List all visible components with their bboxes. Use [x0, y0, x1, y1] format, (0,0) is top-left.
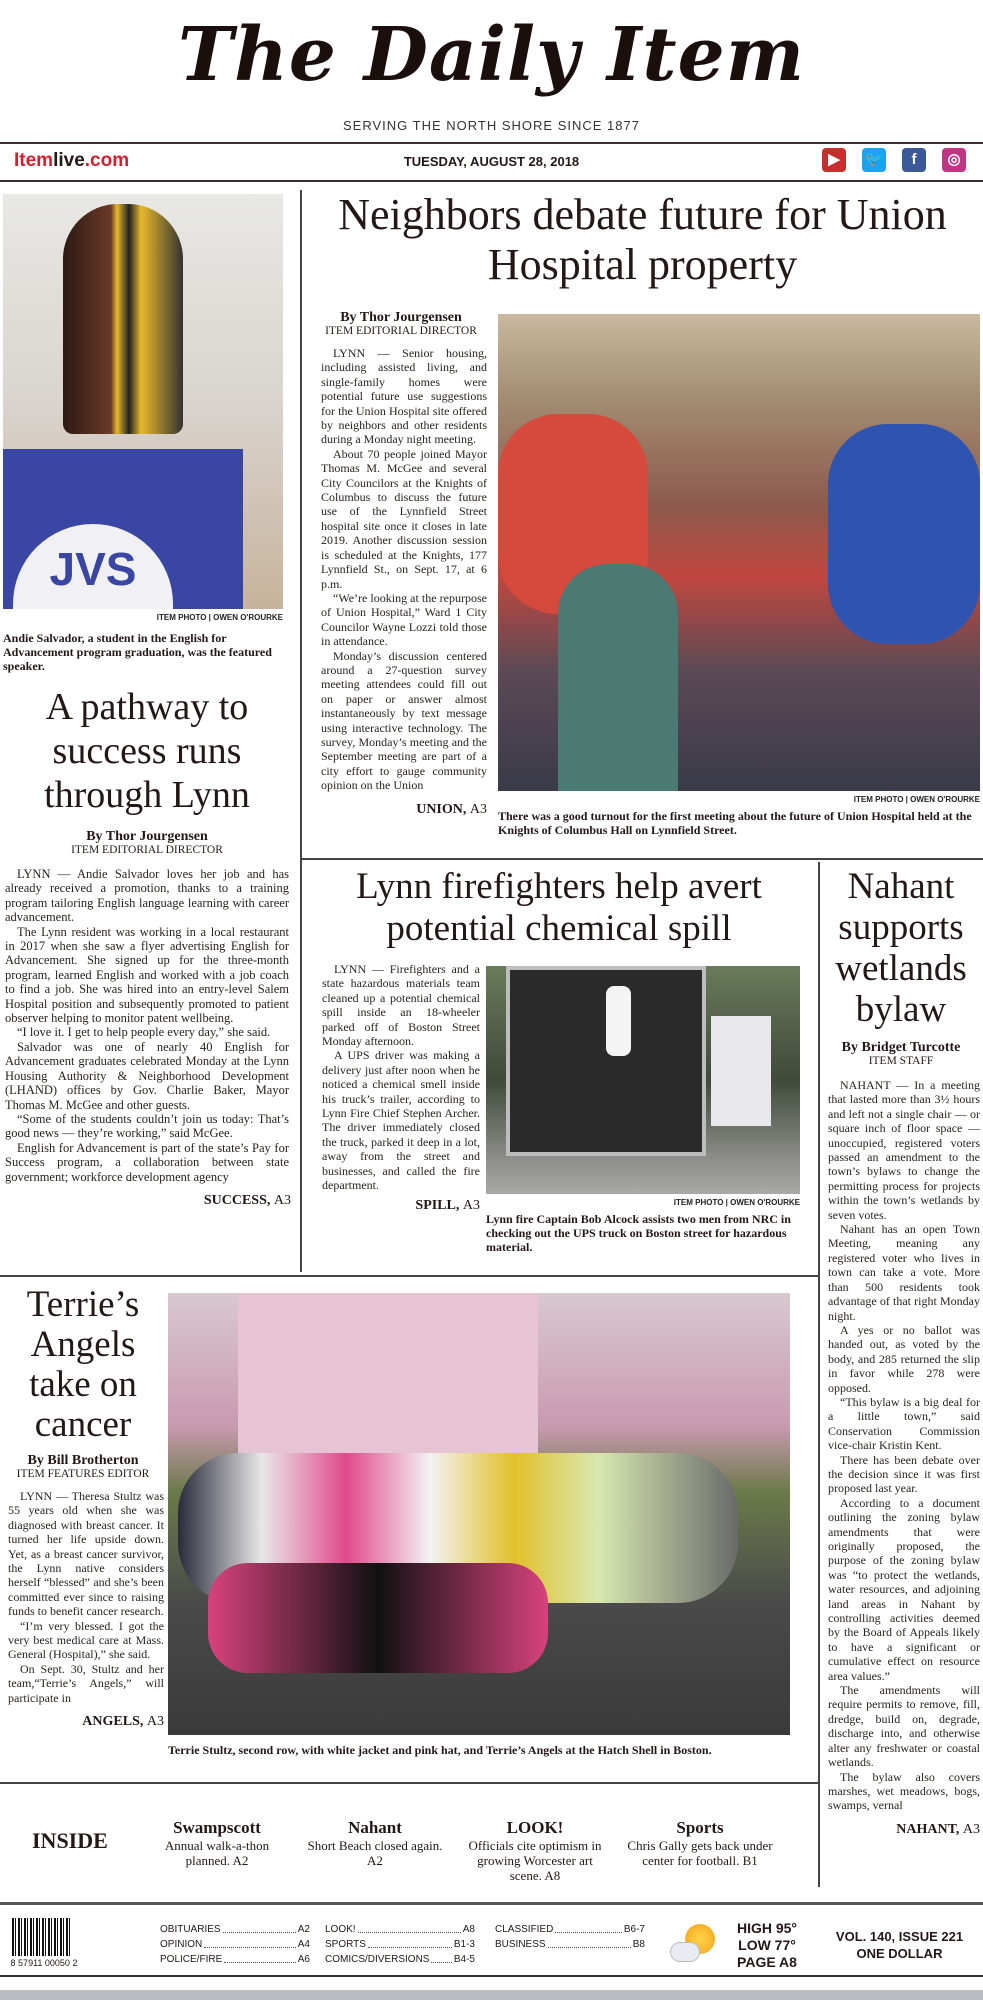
index-entry[interactable]	[325, 1937, 475, 1952]
paragraph: LYNN — Theresa Stultz was 55 years old when she was diagnosed with breast cancer. It turned her life upside down. Yet, as a breast cancer survivor, the Lynn native considers herself “blessed” and she’s been committed ever since to raising funds to benefit cancer research.	[8, 1489, 164, 1619]
jump-page: A3	[273, 1192, 291, 1208]
jump-link[interactable]	[2, 1713, 164, 1731]
index-section: OPINION	[160, 1939, 203, 1950]
index-entry[interactable]	[160, 1952, 310, 1967]
index-page: A6	[297, 1954, 310, 1965]
issue-date: TUESDAY, AUGUST 28, 2018	[403, 154, 580, 169]
divider	[0, 142, 983, 144]
instagram-icon[interactable]: ◎	[942, 148, 966, 172]
jump-link[interactable]	[315, 801, 487, 819]
index-page: B4-5	[453, 1954, 475, 1965]
weather	[724, 1920, 810, 1971]
paragraph: LYNN — Senior housing, including assisted living, and single-family homes were potential future use suggestions for the Union Hospital site offered by neighbors and other residents during a Monday night meeting.	[321, 346, 487, 447]
facebook-icon[interactable]: f	[902, 148, 926, 172]
barcode-number: 8 57911 00050 2	[10, 1958, 78, 1968]
jump-link[interactable]	[822, 1821, 980, 1839]
inside-text: Annual walk-a-thon planned. A2	[164, 1838, 270, 1868]
inside-title: Sports	[676, 1818, 724, 1837]
inside-text: Chris Gally gets back under center for football. B1	[627, 1838, 773, 1868]
photo-caption: Andie Salvador, a student in the English for Advancement program graduation, was the featured speaker.	[3, 631, 272, 673]
inside-item[interactable]	[460, 1818, 610, 1883]
photo-speaker	[3, 194, 283, 609]
paragraph: “I love it. I get to help people every day,” she said.	[17, 1025, 271, 1040]
index-column	[160, 1922, 310, 1967]
index-entry[interactable]	[495, 1922, 645, 1937]
index-entry[interactable]	[160, 1922, 310, 1937]
column-divider	[818, 862, 820, 1887]
paragraph: “We’re looking at the repurpose of Union Hospital,” Ward 1 City Councilor Wayne Lozzi told those in attendance.	[321, 590, 487, 649]
index-entry[interactable]	[325, 1922, 475, 1937]
jump-page: A3	[469, 801, 487, 817]
masthead-title: The Daily Item	[178, 12, 805, 98]
paragraph: English for Advancement is part of the state’s Pay for Success program, a collaboration between state government; workforce development agency	[5, 1140, 289, 1184]
lead-story-text	[315, 310, 487, 819]
twitter-icon[interactable]: 🐦	[862, 148, 886, 172]
jump-page: A3	[462, 1197, 480, 1213]
paragraph: Monday’s discussion centered around a 27-question survey meeting attendees could fill out on paper or answer almost instantaneously by text message using interactive technology. The survey, Monday’s meeting and the September meeting are part of a city effort to gauge community opinion on the Union	[321, 648, 487, 793]
photo-credit: ITEM PHOTO | OWEN O'ROURKE	[673, 1198, 800, 1207]
byline	[822, 1040, 980, 1068]
index-page: A2	[297, 1924, 310, 1935]
jump-word: UNION,	[416, 801, 467, 817]
photo-caption: Terrie Stultz, second row, with white jacket and pink hat, and Terrie’s Angels at the Hatch Shell in Boston.	[168, 1743, 712, 1757]
index-entry[interactable]	[495, 1937, 645, 1952]
byline	[315, 310, 487, 338]
byline	[3, 829, 291, 857]
inside-text: Officials cite optimism in growing Worcester art scene. A8	[468, 1838, 602, 1883]
site-link-part: .com	[84, 150, 130, 171]
weather-low: LOW 77°	[738, 1937, 796, 1953]
jump-page: A3	[962, 1821, 980, 1837]
index-column	[325, 1922, 475, 1967]
paragraph: Nahant has an open Town Meeting, meaning any registered voter who lives in town can take a vote. More than 500 residents took advantage of that right Monday night.	[828, 1222, 980, 1323]
lead-headline[interactable]: Neighbors debate future for Union Hospital property	[338, 190, 947, 289]
photo-caption: There was a good turnout for the first meeting about the future of Union Hospital held at the Knights of Columbus Hall on Lynnfield Street.	[498, 809, 972, 837]
index-page: A8	[462, 1924, 475, 1935]
inside-item[interactable]	[142, 1818, 292, 1868]
divider	[0, 1975, 983, 1977]
byline-title: ITEM STAFF	[868, 1055, 934, 1067]
weather-page: PAGE A8	[737, 1954, 797, 1970]
index-section: POLICE/FIRE	[160, 1954, 223, 1965]
photo-credit: ITEM PHOTO | OWEN O'ROURKE	[853, 795, 980, 804]
headline[interactable]: Lynn firefighters help avert potential chemical spill	[356, 866, 762, 949]
partly-sunny-icon	[670, 1920, 720, 1970]
index-page: B6-7	[623, 1924, 645, 1935]
divider	[0, 1902, 983, 1905]
paragraph: “This bylaw is a big deal for a little town,” said Conservation Commission vice-chair Kristin Kent.	[828, 1394, 980, 1453]
volume-issue: VOL. 140, ISSUE 221	[835, 1929, 964, 1944]
site-link-part: Item	[14, 150, 54, 171]
headline[interactable]: Nahant supports wetlands bylaw	[835, 866, 967, 1030]
price: ONE DOLLAR	[856, 1946, 943, 1961]
paragraph: The bylaw also covers marshes, wet meadows, bogs, swamps, vernal	[828, 1769, 980, 1813]
byline-title: ITEM EDITORIAL DIRECTOR	[71, 844, 223, 856]
paragraph: NAHANT — In a meeting that lasted more than 3½ hours and left not a single chair — or square inch of floor space — unoccupied, registered voters passed an amendment to the town’s bylaws to change the permitting process for projects within the town’s wetlands by seven votes.	[828, 1078, 980, 1222]
section-divider	[300, 858, 983, 860]
angels-photo-block	[168, 1293, 790, 1757]
jump-word: ANGELS,	[82, 1714, 144, 1730]
site-link-part: live	[53, 150, 85, 171]
byline-name: By Bridget Turcotte	[841, 1040, 961, 1055]
photo-meeting-crowd	[498, 314, 980, 791]
paragraph: Salvador was one of nearly 40 English for Advancement graduates celebrated Monday at the Lynn Housing Authority & Neighborhood Development (LHAND) offices by Gov. Charlie Baker, Mayor Thomas M. McGee and other guests.	[5, 1039, 289, 1112]
inside-text: Short Beach closed again. A2	[307, 1838, 443, 1868]
divider	[0, 180, 983, 182]
index-section: COMICS/DIVERSIONS	[325, 1954, 430, 1965]
article-body	[318, 962, 480, 1193]
byline-title: ITEM FEATURES EDITOR	[16, 1468, 150, 1480]
index-page: B8	[632, 1939, 645, 1950]
youtube-icon[interactable]: ▶	[822, 148, 846, 172]
paragraph: LYNN — Andie Salvador loves her job and has already received a promotion, thanks to a training program tailoring English language learning with career advancement.	[5, 867, 289, 925]
inside-title: LOOK!	[506, 1818, 564, 1837]
barcode	[12, 1918, 72, 1956]
article-body	[3, 867, 291, 1184]
site-link[interactable]	[14, 150, 129, 172]
index-section: CLASSIFIED	[495, 1924, 554, 1935]
jump-page: A3	[146, 1714, 164, 1730]
byline-name: By Thor Jourgensen	[86, 829, 208, 844]
story-pathway	[3, 194, 291, 1210]
masthead-tagline: SERVING THE NORTH SHORE SINCE 1877	[343, 118, 640, 133]
jump-word: SPILL,	[415, 1197, 460, 1213]
section-divider	[0, 1275, 818, 1277]
paragraph: The amendments will require permits to remove, fill, dredge, build on, degrade, discharge into, and otherwise alter any freshwater or coastal wetlands.	[828, 1683, 980, 1770]
paragraph: About 70 people joined Mayor Thomas M. McGee and several City Councilors at the Knights of Columbus to discuss the future use of the Lynnfield Street hospital site once it closes in late 2019. Another discussion session is scheduled at the Knights, 177 Lynnfield St., on Sept. 17, at 6 p.m.	[321, 446, 487, 591]
lead-photo-block	[498, 314, 980, 837]
inside-label: INSIDE	[32, 1828, 108, 1853]
index-section: LOOK!	[325, 1924, 356, 1935]
index-section: OBITUARIES	[160, 1924, 221, 1935]
jump-link[interactable]	[3, 1192, 291, 1210]
spill-photo-block	[486, 966, 800, 1254]
section-divider	[0, 1782, 818, 1784]
index-page: B1-3	[453, 1939, 475, 1950]
photo-sign: JVS	[13, 524, 173, 609]
spill-story-text	[318, 962, 480, 1215]
inside-title: Nahant	[348, 1818, 402, 1837]
index-entry[interactable]	[160, 1937, 310, 1952]
photo-credit: ITEM PHOTO | OWEN O'ROURKE	[156, 613, 283, 622]
article-body	[822, 1078, 980, 1813]
article-body	[2, 1489, 164, 1705]
byline-name: By Bill Brotherton	[27, 1453, 139, 1468]
paragraph: According to a document outlining the zoning bylaw amendments that were originally proposed, the purpose of the zoning bylaw was “to protect the wetlands, water resources, and adjoining land areas in Nahant by controlling activities deemed by the Board of Appeals likely to have a significant or cumulative effect on resource area values.”	[828, 1495, 980, 1683]
photo-caption: Lynn fire Captain Bob Alcock assists two men from NRC in checking out the UPS truck on Boston street for hazardous material.	[486, 1212, 791, 1254]
index-column	[495, 1922, 645, 1952]
jump-word: NAHANT,	[896, 1821, 960, 1837]
page-edge	[0, 1990, 983, 2000]
article-body	[315, 346, 487, 793]
paragraph: There has been debate over the decision since it was first proposed last year.	[828, 1452, 980, 1496]
index-section: BUSINESS	[495, 1939, 546, 1950]
paragraph: On Sept. 30, Stultz and her team,“Terrie’s Angels,” will participate in	[8, 1661, 164, 1705]
issue-info	[818, 1928, 981, 1962]
byline-title: ITEM EDITORIAL DIRECTOR	[325, 325, 477, 337]
index-section: SPORTS	[325, 1939, 366, 1950]
inside-item[interactable]	[625, 1818, 775, 1868]
photo-ups-truck	[486, 966, 800, 1194]
paragraph: “Some of the students couldn’t join us today: That’s good news — they’re working,” said McGee.	[5, 1111, 289, 1141]
paragraph: The Lynn resident was working in a local restaurant in 2017 when she saw a flyer advertising English for Advancement. She signed up for the three-month program, learned English and worked with a job coach to find a job. She was hired into an entry-level Salem Hospital position and subsequently promoted to patient observer helping to monitor patent wellbeing.	[5, 924, 289, 1026]
headline[interactable]: A pathway to success runs through Lynn	[44, 686, 250, 816]
jump-word: SUCCESS,	[203, 1192, 271, 1208]
byline-name: By Thor Jourgensen	[340, 310, 462, 325]
inside-item[interactable]	[300, 1818, 450, 1868]
paragraph: “I’m very blessed. I got the very best medical care at Mass. General (Hospital),” she said.	[8, 1618, 164, 1662]
byline	[2, 1453, 164, 1481]
paragraph: LYNN — Firefighters and a state hazardous materials team cleaned up a potential chemical spill inside an 18-wheeler parked off of Boston Street Monday afternoon.	[322, 962, 480, 1049]
paragraph: A UPS driver was making a delivery just after noon when he noticed a chemical smell inside his truck’s trailer, according to Lynn Fire Chief Stephen Archer. The driver immediately closed the truck, parked it deep in a lot, away from the street and businesses, and called the fire department.	[322, 1048, 480, 1193]
inside-title: Swampscott	[173, 1818, 261, 1837]
story-nahant	[822, 866, 980, 1839]
index-entry[interactable]	[325, 1952, 475, 1967]
story-angels	[2, 1285, 164, 1731]
photo-terries-angels	[168, 1293, 790, 1735]
nav-bar	[0, 146, 983, 178]
index-page: A4	[297, 1939, 310, 1950]
paragraph: A yes or no ballot was handed out, as voted by the body, and 285 returned the slip in favor while 278 were opposed.	[828, 1322, 980, 1395]
weather-high: HIGH 95°	[736, 1920, 798, 1936]
headline[interactable]: Terrie’s Angels take on cancer	[26, 1284, 140, 1445]
jump-link[interactable]	[318, 1197, 480, 1215]
column-divider	[300, 190, 302, 1272]
